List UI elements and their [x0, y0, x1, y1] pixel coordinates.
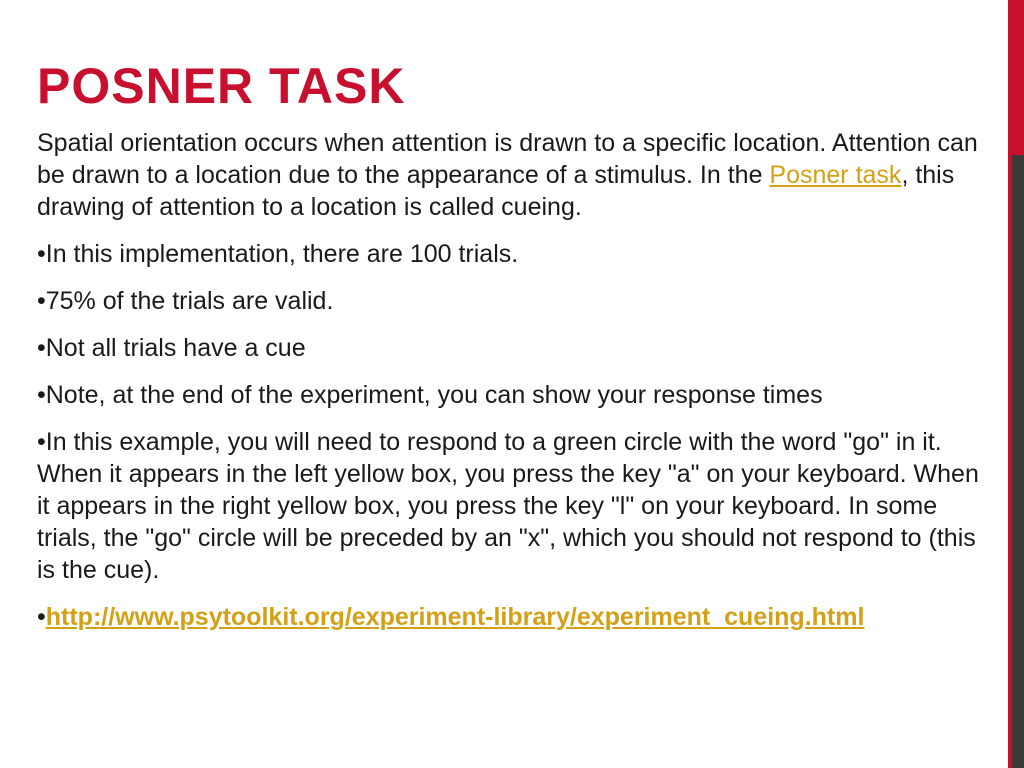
accent-bar-red [1008, 0, 1024, 155]
bullet-response-times: •Note, at the end of the experiment, you can show your response times [37, 381, 823, 409]
slide-body [37, 127, 997, 648]
bullet-url [37, 601, 997, 633]
bullet-example: •In this example, you will need to respond to a green circle with the word "go" in it. When it appears in the left yellow box, you press the key "a" on your keyboard. When it appears in the right yellow box, you press the key "l" on your keyboard. In some trials, the "go" circle will be preceded by an "x", which you should not respond to (this is the cue). [37, 428, 979, 584]
accent-bar-dark [1008, 155, 1024, 768]
slide-title: POSNER TASK [37, 58, 406, 114]
intro-text-before-link: Spatial orientation occurs when attention is drawn to a specific location. Attention can be drawn to a location due to the appearance of a stimulus. In the [37, 129, 978, 189]
posner-task-link[interactable]: Posner task [769, 161, 902, 189]
intro-paragraph [37, 127, 997, 223]
url-bullet-marker: • [37, 603, 46, 631]
bullet-valid: •75% of the trials are valid. [37, 287, 334, 315]
bullet-trials: •In this implementation, there are 100 trials. [37, 240, 519, 268]
bullet-cue: •Not all trials have a cue [37, 334, 306, 362]
psytoolkit-url-link[interactable]: http://www.psytoolkit.org/experiment-library/experiment_cueing.html [45, 603, 865, 631]
intro-text-after-link: , this drawing of attention to a location is called cueing. [37, 161, 955, 221]
